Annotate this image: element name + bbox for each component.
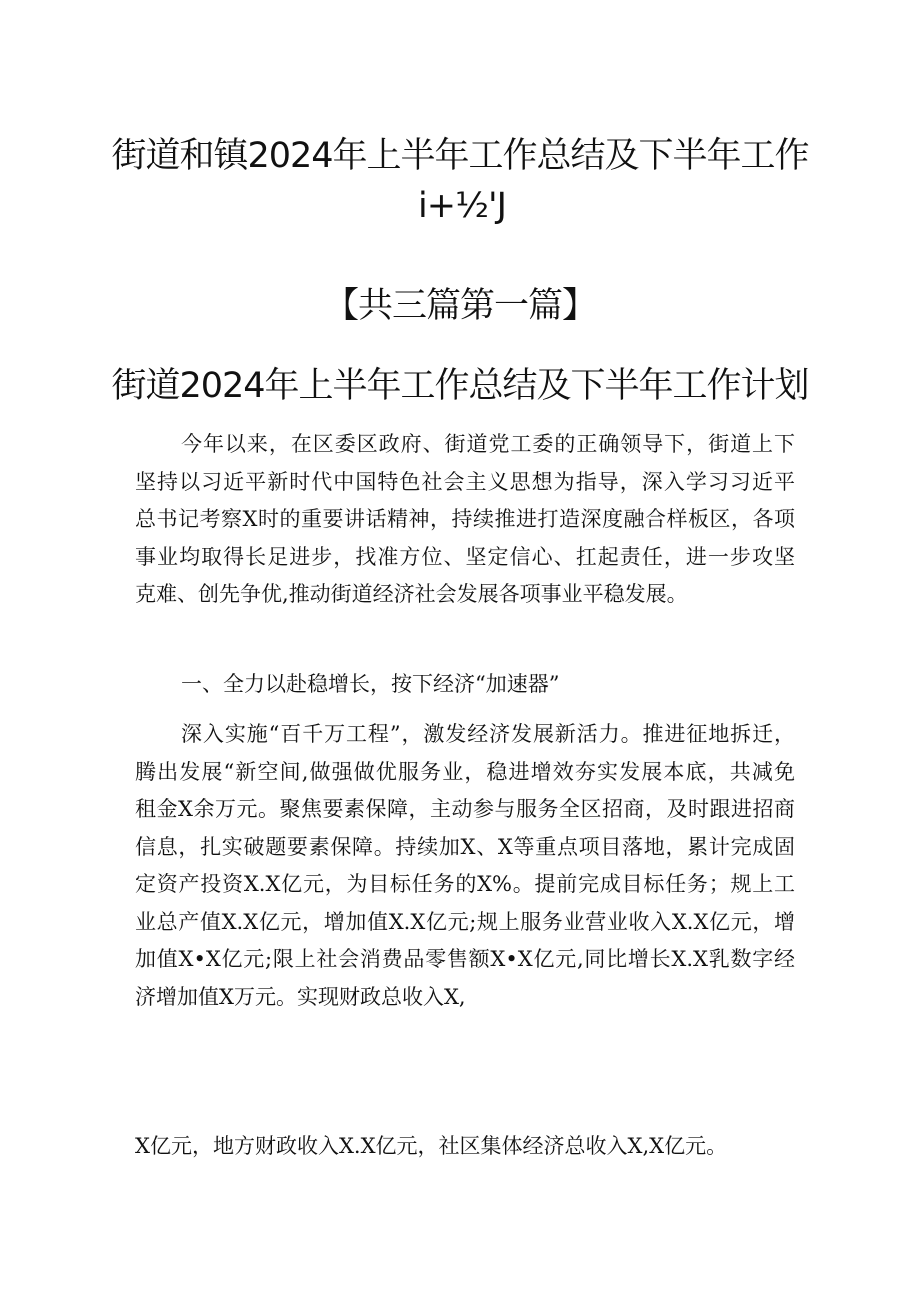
paragraph-line: 加值X•X亿元;限上社会消费品零售额X•X亿元,同比增长X.X乳数字经 (135, 947, 795, 971)
paragraph-line: 定资产投资X.X亿元，为目标任务的X%。提前完成目标任务；规上工 (135, 872, 795, 896)
paragraph-line: 坚持以习近平新时代中国特色社会主义思想为指导，深入学习习近平 (135, 469, 795, 494)
paragraph-line: 总书记考察X时的重要讲话精神，持续推进打造深度融合样板区，各项 (135, 507, 795, 531)
paragraph-intro (135, 426, 795, 614)
paragraph-line: 业总产值X.X亿元，增加值X.X亿元;规上服务业营业收入X.X亿元，增 (135, 909, 795, 934)
document-subtitle: 街道2024年上半年工作总结及下半年工作计划 (111, 366, 809, 406)
paragraph-finance (135, 1128, 795, 1166)
section-heading (181, 666, 781, 704)
document-title-line2 (0, 184, 920, 228)
document-title-line2-text: i+½'J (418, 186, 506, 226)
document-title-line1: 街道和镇2024年上半年工作总结及下半年工作 (111, 136, 809, 176)
paragraph-line: 济增加值X万元。实现财政总收入X, (135, 984, 466, 1009)
paragraph-line: 腾出发展“新空间,做强做优服务业，稳进增效夯实发展本底，共减免 (135, 759, 795, 784)
paragraph-line: 今年以来，在区委区政府、街道党工委的正确领导下，街道上下 (181, 432, 795, 456)
paragraph-line: 信息，扎实破题要素保障。持续加X、X等重点项目落地，累计完成固 (135, 834, 795, 859)
paragraph-line: 租金X余万元。聚焦要素保障，主动参与服务全区招商，及时跟进招商 (135, 797, 795, 821)
paragraph-economy (135, 716, 795, 1016)
paragraph-line: 事业均取得长足进步，找准方位、坚定信心、扛起责任，进一步攻坚 (135, 544, 795, 569)
part-label: 【共三篇第一篇】 (323, 286, 596, 326)
paragraph-line: 克难、创先争优,推动街道经济社会发展各项事业平稳发展。 (135, 582, 688, 606)
paragraph-line: 深入实施“百千万工程”，激发经济发展新活力。推进征地拆迁， (181, 722, 795, 746)
section-heading-text: 一、全力以赴稳增长，按下经济“加速器” (181, 672, 560, 696)
paragraph-line: X亿元，地方财政收入X.X亿元，社区集体经济总收入X,X亿元。 (135, 1134, 728, 1158)
